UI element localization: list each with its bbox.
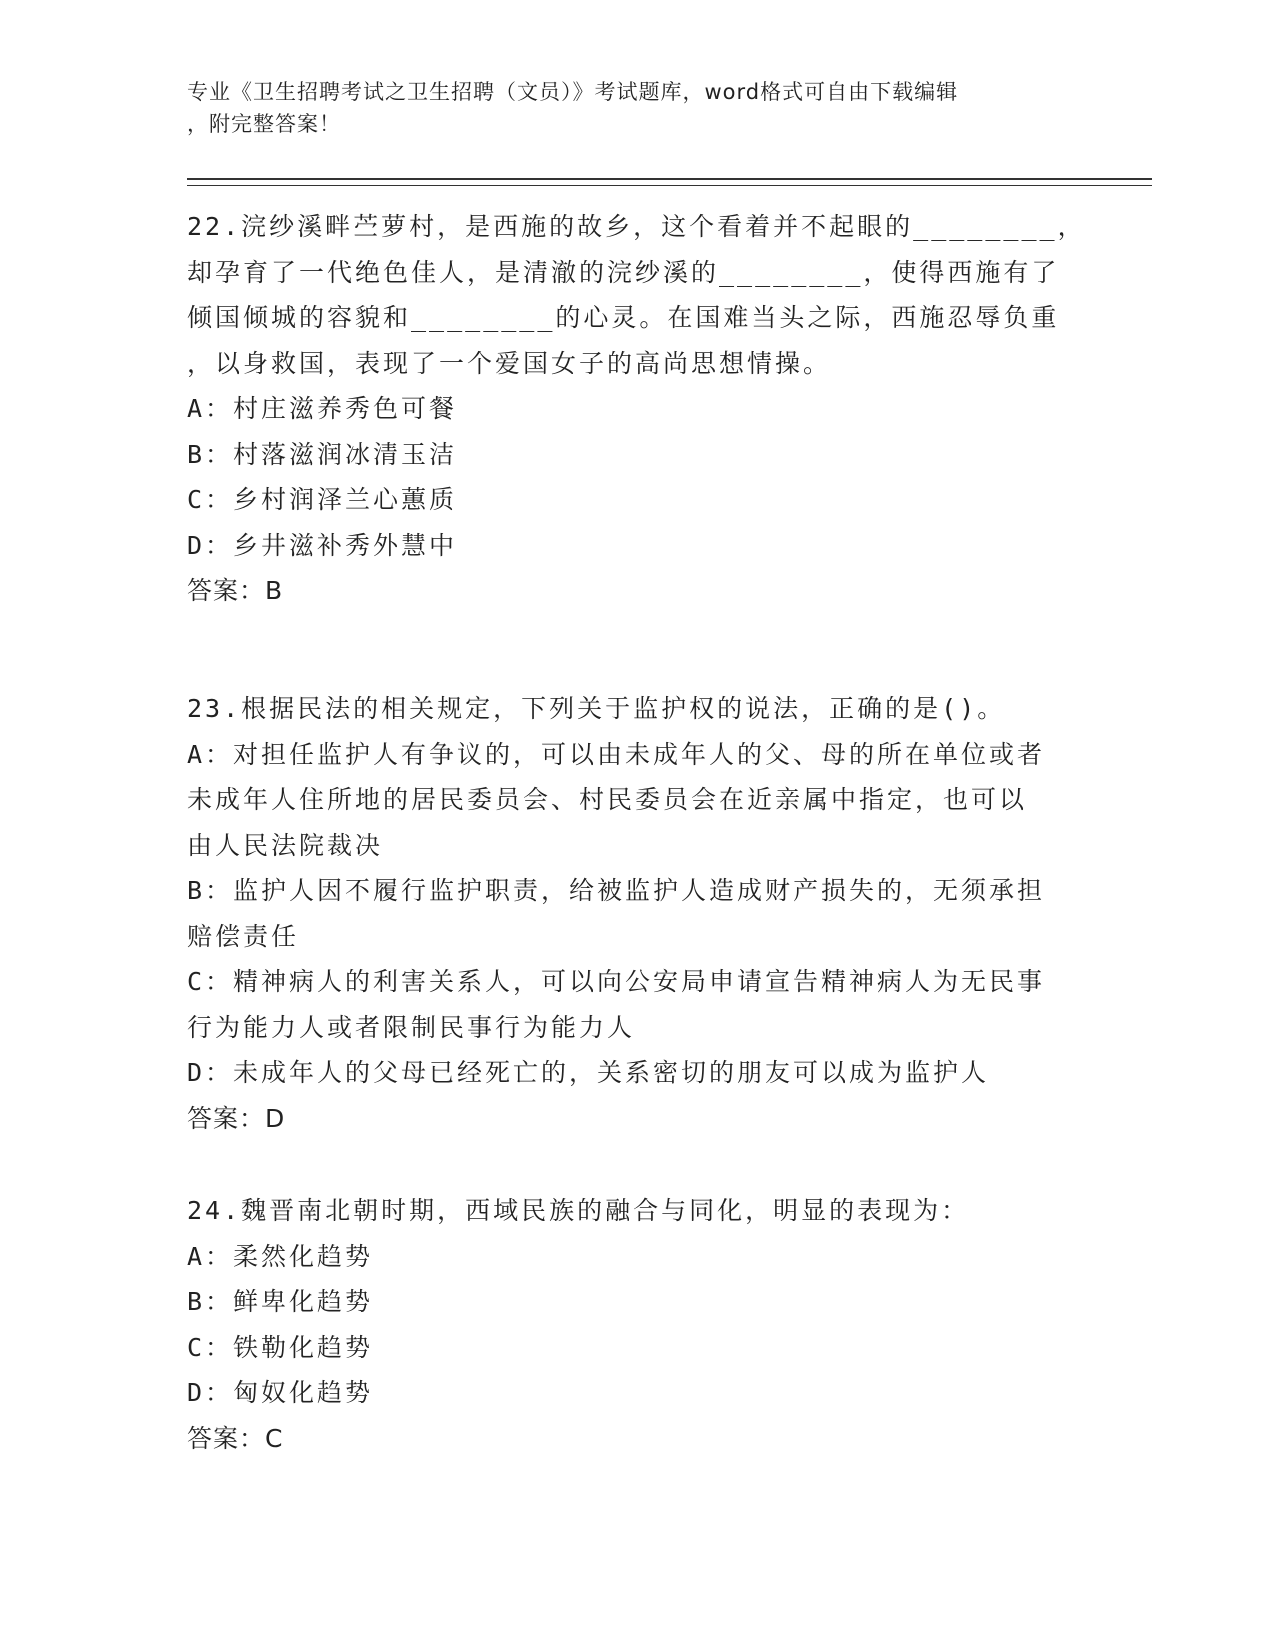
document-header (187, 76, 1067, 140)
option-line: D：未成年人的父母已经死亡的，关系密切的朋友可以成为监护人 (187, 1058, 990, 1087)
question-stem-line: 23.根据民法的相关规定，下列关于监护权的说法，正确的是()。 (187, 694, 1006, 723)
option-line: 行为能力人或者限制民事行为能力人 (187, 1012, 636, 1042)
option-line: 未成年人住所地的居民委员会、村民委员会在近亲属中指定，也可以 (187, 785, 1028, 814)
option-b (187, 868, 1107, 959)
option-line: A：对担任监护人有争议的，可以由未成年人的父、母的所在单位或者 (187, 739, 1046, 769)
option-line: C：精神病人的利害关系人，可以向公安局申请宣告精神病人为无民事 (187, 967, 1046, 996)
question-22 (187, 204, 1107, 614)
answer-line: 答案：D (187, 1103, 286, 1133)
header-divider (187, 178, 1152, 186)
question-stem-line: 却孕育了一代绝色佳人，是清澈的浣纱溪的________，使得西施有了 (187, 257, 1060, 287)
option-a: A：村庄滋养秀色可餐 (187, 394, 458, 423)
option-b: B：鲜卑化趋势 (187, 1287, 374, 1316)
option-b: B：村落滋润冰清玉洁 (187, 439, 458, 469)
option-c (187, 959, 1107, 1050)
option-a: A：柔然化趋势 (187, 1241, 374, 1271)
option-c: C：铁勒化趋势 (187, 1332, 374, 1362)
answer-line: 答案：C (187, 1423, 284, 1453)
question-24 (187, 1188, 1107, 1461)
option-line: 赔偿责任 (187, 921, 300, 951)
option-a (187, 732, 1107, 869)
option-line: B：监护人因不履行监护职责，给被监护人造成财产损失的，无须承担 (187, 876, 1046, 905)
question-stem-line: 22.浣纱溪畔苎萝村，是西施的故乡，这个看着并不起眼的________， (187, 212, 1086, 241)
question-stem-line: 倾国倾城的容貌和________的心灵。在国难当头之际，西施忍辱负重 (187, 303, 1060, 332)
question-23 (187, 686, 1107, 1141)
question-stem-line: ，以身救国，表现了一个爱国女子的高尚思想情操。 (187, 348, 832, 378)
answer-line: 答案：B (187, 576, 284, 605)
header-line-2: ，附完整答案！ (187, 112, 341, 136)
option-d: D：乡井滋补秀外慧中 (187, 530, 458, 560)
option-line: 由人民法院裁决 (187, 830, 384, 860)
header-line-1: 专业《卫生招聘考试之卫生招聘（文员）》考试题库，word格式可自由下载编辑 (187, 80, 959, 104)
question-stem-line: 24.魏晋南北朝时期，西域民族的融合与同化，明显的表现为： (187, 1196, 970, 1225)
option-d (187, 1050, 1107, 1096)
option-c: C：乡村润泽兰心蕙质 (187, 485, 458, 514)
option-d: D：匈奴化趋势 (187, 1378, 374, 1407)
